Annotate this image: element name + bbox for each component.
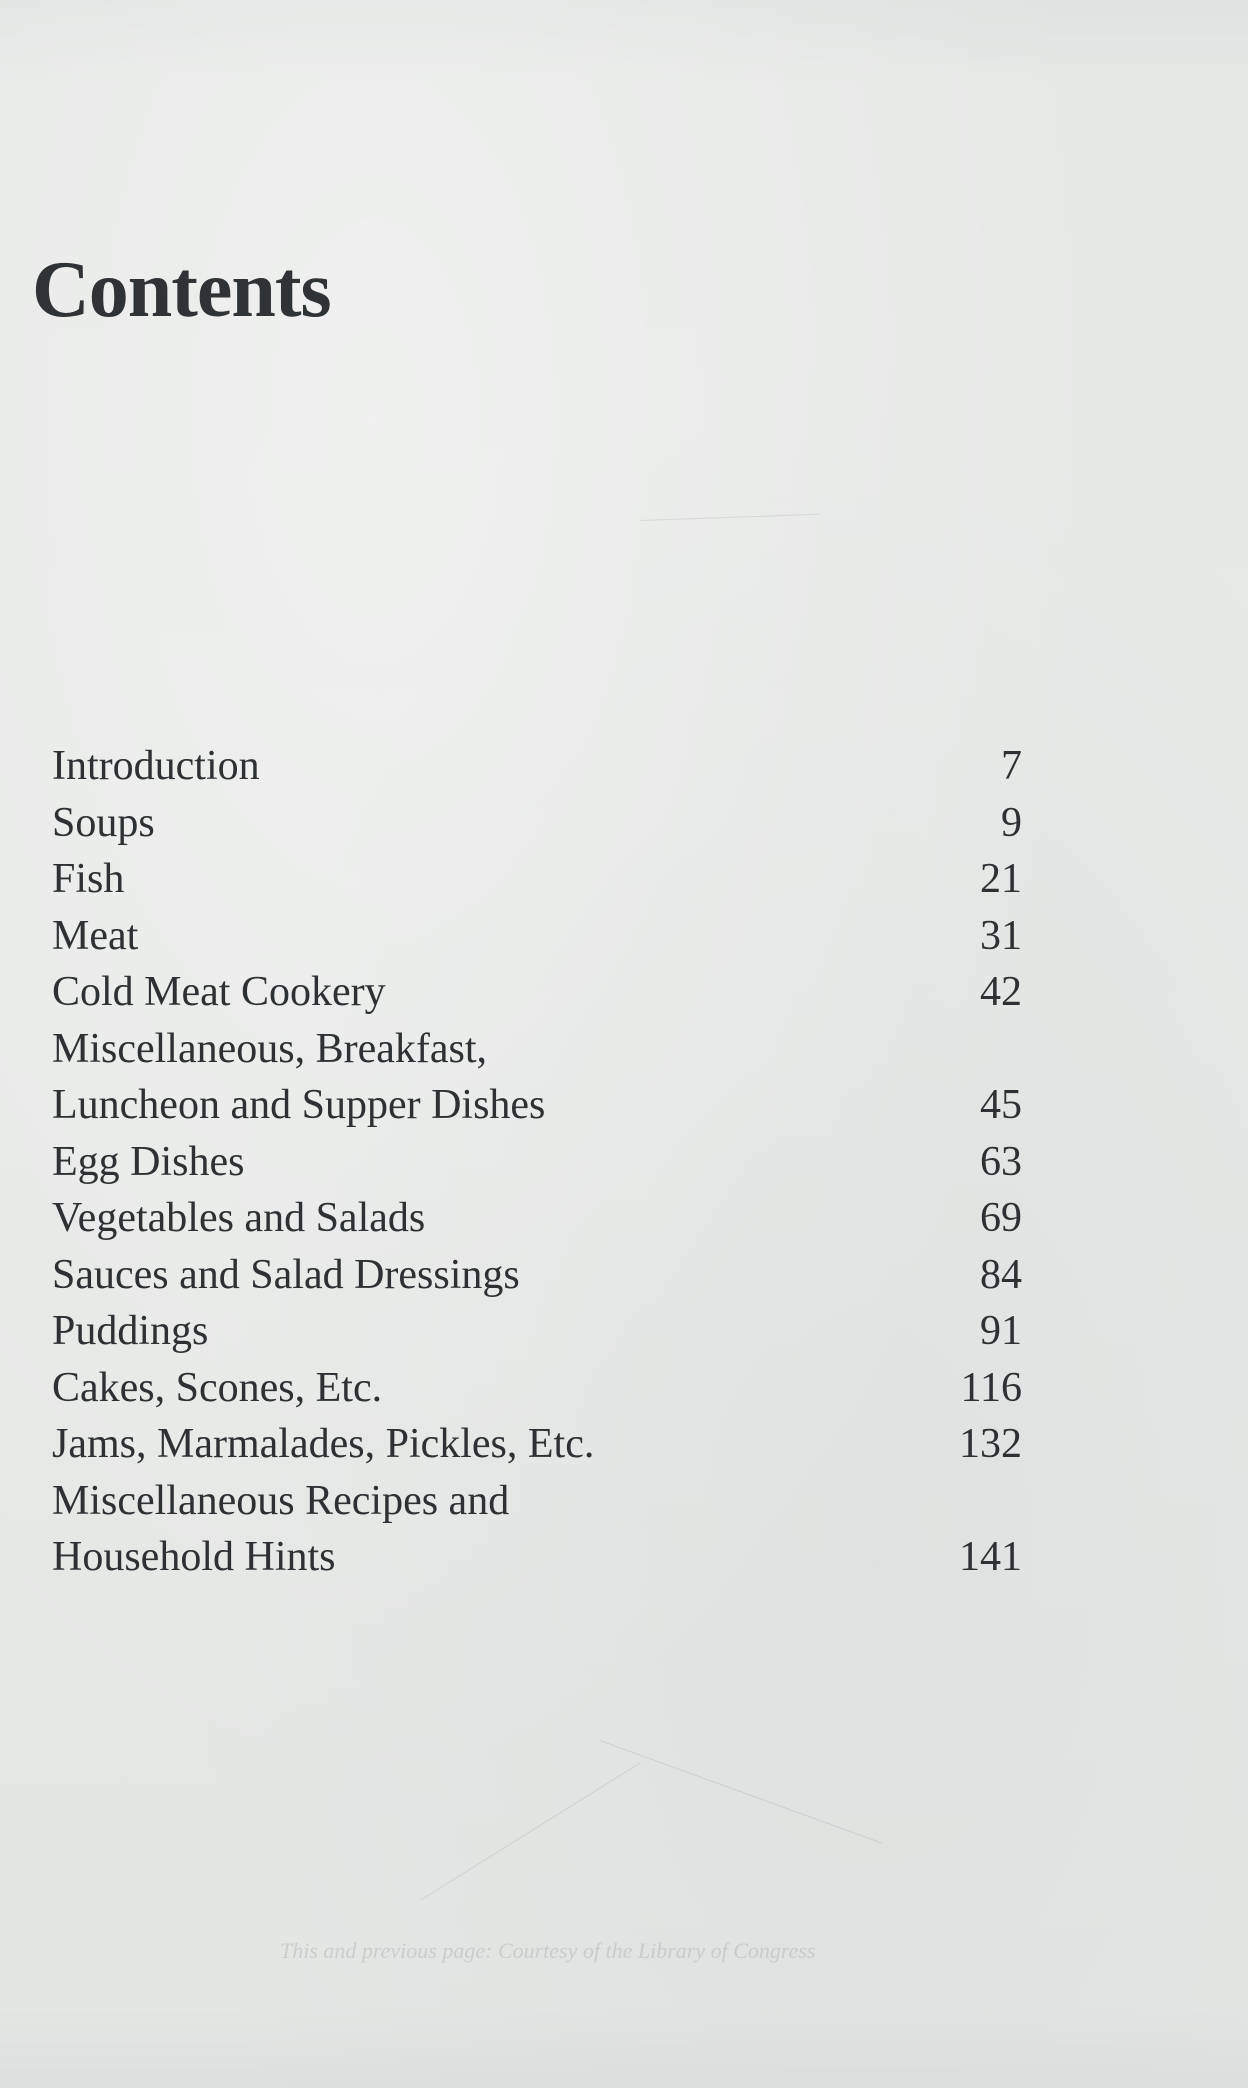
- toc-entry-label: Miscellaneous Recipes and: [52, 1477, 510, 1524]
- toc-page-number: 45: [980, 1082, 1022, 1128]
- toc-row-luncheon-supper: [52, 1077, 1022, 1134]
- toc-row-household-hints: [52, 1529, 1022, 1586]
- toc-page-number: 63: [980, 1138, 1022, 1185]
- toc-entry-label: Meat: [52, 912, 139, 959]
- toc-row-miscellaneous-breakfast: [52, 1021, 1022, 1078]
- toc-entry-label: Household Hints: [52, 1534, 336, 1580]
- paper-crease: [420, 1762, 641, 1901]
- toc-entry-label: Egg Dishes: [52, 1138, 245, 1185]
- toc-row-puddings: [52, 1303, 1022, 1360]
- toc-entry-label: Puddings: [52, 1308, 209, 1354]
- toc-page-number: 69: [980, 1195, 1022, 1241]
- toc-page-number: 91: [980, 1308, 1022, 1354]
- toc-entry-label: Introduction: [52, 743, 260, 789]
- toc-entry-label: Luncheon and Supper Dishes: [52, 1082, 546, 1128]
- toc-page-number: 7: [1001, 743, 1022, 789]
- toc-entry-label: Soups: [52, 799, 155, 846]
- toc-entry-label: Miscellaneous, Breakfast,: [52, 1025, 488, 1072]
- toc-entry-label: Jams, Marmalades, Pickles, Etc.: [52, 1421, 595, 1467]
- toc-page-number: 42: [980, 969, 1022, 1015]
- page-title: Contents: [32, 246, 331, 334]
- toc-row-cakes-scones: [52, 1360, 1022, 1417]
- bleed-through-caption: This and previous page: Courtesy of the Library of Congress: [280, 1938, 816, 1963]
- toc-row-soups: [52, 795, 1022, 852]
- toc-row-miscellaneous-recipes: [52, 1473, 1022, 1530]
- paper-crease: [600, 1740, 882, 1844]
- toc-page-number: 84: [980, 1251, 1022, 1298]
- toc-row-fish: [52, 851, 1022, 908]
- toc-page-number: 132: [959, 1421, 1022, 1467]
- toc-page-number: 31: [980, 912, 1022, 959]
- toc-row-egg-dishes: [52, 1134, 1022, 1191]
- toc-entry-label: Fish: [52, 856, 125, 902]
- toc-row-vegetables-salads: [52, 1190, 1022, 1247]
- toc-row-jams-marmalades: [52, 1416, 1022, 1473]
- toc-page-number: 116: [960, 1364, 1022, 1411]
- toc-entry-label: Cakes, Scones, Etc.: [52, 1364, 383, 1411]
- toc-row-meat: [52, 908, 1022, 965]
- toc-entry-label: Cold Meat Cookery: [52, 969, 386, 1015]
- toc-page-number: 21: [980, 856, 1022, 902]
- toc-row-cold-meat-cookery: [52, 964, 1022, 1021]
- toc-page-number: 141: [959, 1534, 1022, 1580]
- toc-entry-label: Sauces and Salad Dressings: [52, 1251, 520, 1298]
- paper-crease: [640, 514, 820, 521]
- toc-page-number: 9: [1001, 799, 1022, 846]
- toc-row-sauces-dressings: [52, 1247, 1022, 1304]
- toc-entry-label: Vegetables and Salads: [52, 1195, 426, 1241]
- table-of-contents: [52, 738, 1022, 1586]
- toc-row-introduction: [52, 738, 1022, 795]
